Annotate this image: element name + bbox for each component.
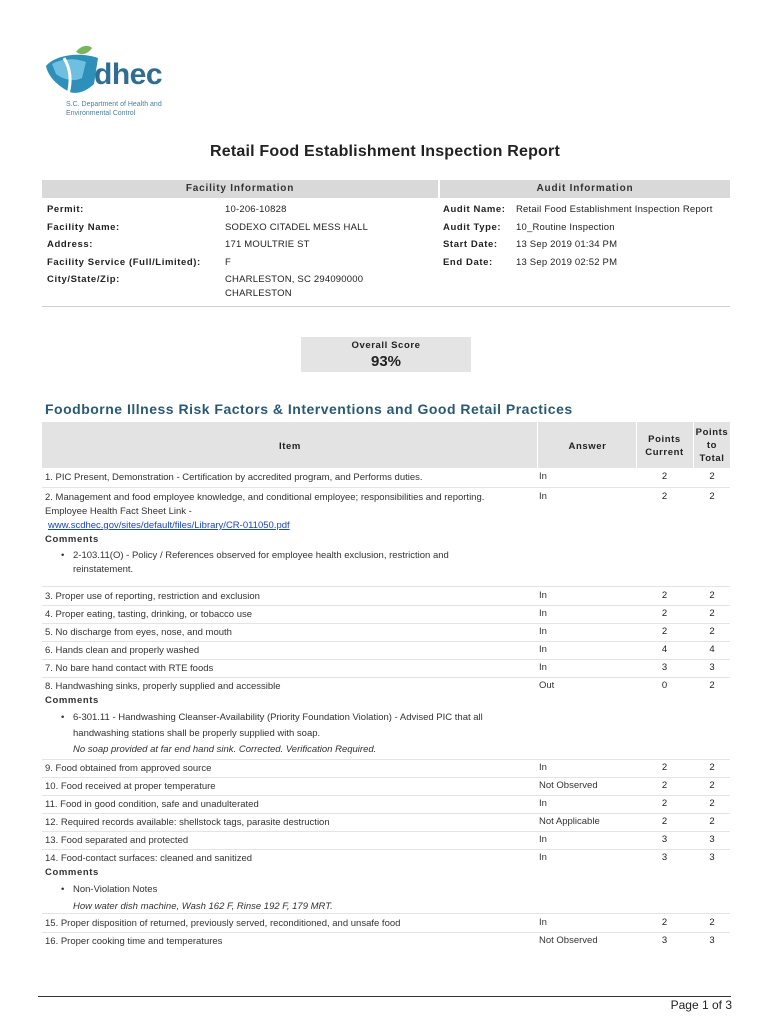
item-points-total: 2 [709,626,715,637]
logo-wordmark: dhec [94,58,163,91]
item-text: 8. Handwashing sinks, properly supplied and accessible [45,681,281,692]
audit-info-heading: Audit Information [440,180,730,198]
city-value-line2: CHARLESTON [225,288,292,299]
item-points-total: 2 [709,680,715,691]
column-separator [636,422,637,468]
item-points-total: 2 [709,491,715,502]
item-answer: In [539,590,547,601]
column-header-points-current [637,433,692,459]
column-header-item: Item [279,441,301,452]
item-text: 16. Proper cooking time and temperatures [45,936,223,947]
overall-score-value: 93% [370,353,402,370]
item-answer: Not Applicable [539,816,600,827]
facility-service-label: Facility Service (Full/Limited): [47,257,201,268]
table-row [42,488,730,587]
item-text: 14. Food-contact surfaces: cleaned and sanitized [45,853,253,864]
item-points-total: 2 [709,590,715,601]
start-date-value: 13 Sep 2019 01:34 PM [516,239,618,250]
comment-bullet-line2: handwashing stations shall be properly supplied with soap. [73,728,321,739]
table-row [42,932,730,950]
page-number: Page 1 of 3 [670,998,732,1012]
column-separator [537,422,538,468]
item-text: 10. Food received at proper temperature [45,781,216,792]
comment-bullet: • 2-103.11(O) - Policy / References observed for employee health exclusion, restriction and [45,549,533,563]
item-answer: Not Observed [539,780,598,791]
item-points-total: 3 [709,852,715,863]
facility-name-value: SODEXO CITADEL MESS HALL [225,222,369,233]
item-text: 11. Food in good condition, safe and unadulterated [45,799,259,810]
item-points-current: 2 [661,762,668,773]
item-text: 3. Proper use of reporting, restriction and exclusion [45,591,260,602]
comments-label: Comments [45,867,99,878]
overall-score-box [301,337,471,372]
points-total-line3: Total [699,453,725,464]
address-label: Address: [47,239,93,250]
city-value-line1: CHARLESTON, SC 294090000 [225,274,364,285]
city-label: City/State/Zip: [47,274,120,285]
comments-label: Comments [45,695,99,706]
item-answer: In [539,662,547,673]
facility-service-value: F [225,257,232,268]
item-points-current: 2 [661,816,668,827]
table-row [42,468,730,488]
item-text: 1. PIC Present, Demonstration - Certification by accredited program, and Performs duties. [45,472,423,483]
table-row [42,659,730,678]
comment-bullet: • 6-301.11 - Handwashing Cleanser-Availability (Priority Foundation Violation) - Advised PIC that all [45,711,533,725]
item-text: 13. Food separated and protected [45,835,189,846]
table-row [42,831,730,850]
item-points-total: 2 [709,762,715,773]
item-points-total: 2 [709,798,715,809]
permit-label: Permit: [47,204,84,215]
table-row [42,914,730,933]
facility-info-heading: Facility Information [42,180,438,198]
item-points-current: 2 [661,780,668,791]
item-points-total: 3 [709,834,715,845]
item-points-total: 4 [709,644,715,655]
report-title: Retail Food Establishment Inspection Report [210,143,560,160]
item-points-total: 3 [709,662,715,673]
item-points-total: 3 [709,935,715,946]
end-date-value: 13 Sep 2019 02:52 PM [516,257,618,268]
item-points-current: 3 [661,662,668,673]
item-points-current: 2 [661,491,668,502]
permit-value: 10-206-10828 [225,204,287,215]
column-separator [693,422,694,468]
table-row [42,849,730,914]
comment-note: How water dish machine, Wash 162 F, Rinse 192 F, 179 MRT. [73,901,333,912]
comment-note: No soap provided at far end hand sink. Corrected. Verification Required. [73,744,377,755]
item-points-current: 2 [661,608,668,619]
table-row [42,759,730,778]
points-current-line2: Current [645,447,684,458]
item-points-current: 2 [661,626,668,637]
item-points-current: 3 [661,834,668,845]
end-date-label: End Date: [443,257,493,268]
footer-divider [38,996,731,997]
item-answer: In [539,608,547,619]
table-header [42,422,730,468]
item-text: 15. Proper disposition of returned, previously served, reconditioned, and unsafe food [45,918,401,929]
item-answer: In [539,471,547,482]
item-points-current: 2 [661,590,668,601]
comments-label: Comments [45,534,99,545]
table-row [42,641,730,660]
table-row [42,623,730,642]
item-text: 4. Proper eating, tasting, drinking, or tobacco use [45,609,253,620]
item-text: 7. No bare hand contact with RTE foods [45,663,214,674]
item-points-current: 4 [661,644,668,655]
fact-sheet-link[interactable]: www.scdhec.gov/sites/default/files/Library/CR-011050.pdf [48,520,290,531]
section-title: Foodborne Illness Risk Factors & Interventions and Good Retail Practices [45,401,573,417]
item-answer: In [539,917,547,928]
audit-type-label: Audit Type: [443,222,502,233]
points-total-line2: to [706,440,718,451]
item-text: 6. Hands clean and properly washed [45,645,200,656]
item-points-total: 2 [709,780,715,791]
logo-subtitle: S.C. Department of Health and Environmental Control [66,101,162,117]
item-answer: In [539,626,547,637]
info-section [42,198,730,307]
item-answer: In [539,644,547,655]
item-answer: Not Observed [539,935,598,946]
item-answer: Out [539,680,555,691]
item-answer: In [539,491,547,502]
item-text: 5. No discharge from eyes, nose, and mouth [45,627,232,638]
item-points-total: 2 [709,816,715,827]
table-row [42,813,730,832]
points-total-line1: Points [695,427,729,438]
item-text: 9. Food obtained from approved source [45,763,212,774]
audit-type-value: 10_Routine Inspection [516,222,615,233]
audit-name-label: Audit Name: [443,204,506,215]
table-row [42,795,730,814]
comment-bullet: • Non-Violation Notes [45,883,533,897]
table-row [42,605,730,624]
column-header-points-total [694,426,730,465]
item-points-total: 2 [709,471,715,482]
item-answer: In [539,852,547,863]
overall-score-label: Overall Score [351,340,421,351]
item-points-total: 2 [709,917,715,928]
item-answer: In [539,762,547,773]
column-header-answer: Answer [568,441,607,452]
item-text: 2. Management and food employee knowledge, and conditional employee; responsibilities and reporting. [45,492,485,503]
address-value: 171 MOULTRIE ST [225,239,310,250]
item-content [45,680,533,757]
item-answer: In [539,834,547,845]
item-points-current: 2 [661,917,668,928]
table-row [42,777,730,796]
facility-name-label: Facility Name: [47,222,120,233]
comment-bullet-line2: reinstatement. [73,564,134,575]
table-row [42,677,730,760]
start-date-label: Start Date: [443,239,498,250]
item-points-total: 2 [709,608,715,619]
item-text-line2: Employee Health Fact Sheet Link - [45,506,192,517]
item-content [45,491,533,577]
item-points-current: 2 [661,471,668,482]
item-points-current: 2 [661,798,668,809]
item-text: 12. Required records available: shellstock tags, parasite destruction [45,817,330,828]
item-points-current: 3 [661,935,668,946]
audit-name-value: Retail Food Establishment Inspection Report [516,204,713,215]
item-content [45,852,533,914]
item-answer: In [539,798,547,809]
table-row [42,587,730,606]
points-current-line1: Points [648,434,681,445]
item-points-current: 0 [661,680,668,691]
item-points-current: 3 [661,852,668,863]
